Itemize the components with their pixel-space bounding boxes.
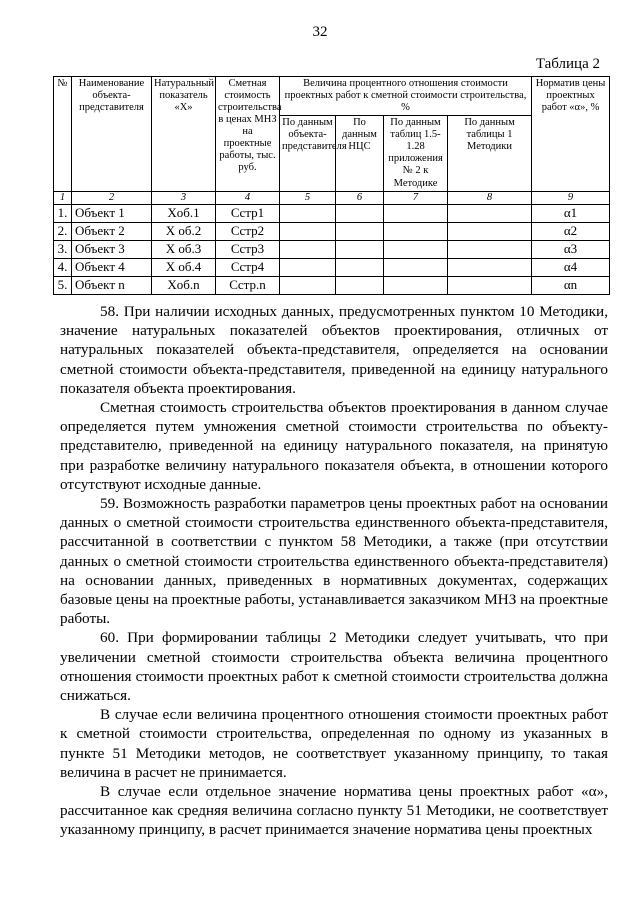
table-row xyxy=(54,276,610,294)
body-text xyxy=(60,302,608,840)
natural-indicator: Xоб.n xyxy=(152,276,216,294)
paragraph-58: 58. При наличии исходных данных, предусмотренных пунктом 10 Методики, значение натуральных показателей объектов проектирования, отличных от натуральных показателей объекта-представителя, определяется на основании сметной стоимости объекта-представителя, приведенной на единицу натурального показателя объекта проектирования. xyxy=(60,303,608,397)
column-number: 6 xyxy=(336,191,384,204)
column-number: 2 xyxy=(72,191,152,204)
empty-cell xyxy=(384,276,448,294)
object-name: Объект n xyxy=(72,276,152,294)
alpha-value: α4 xyxy=(532,258,610,276)
table-row xyxy=(54,258,610,276)
object-name: Объект 3 xyxy=(72,240,152,258)
natural-indicator: X об.3 xyxy=(152,240,216,258)
paragraph-58-cont: Сметная стоимость строительства объектов проектирования в данном случае определяется путем умножения сметной стоимости строительства по объекту-представителю, приведенной на единицу натурального показателя, на принятую при разработке величину натурального показателя объекта, в отношении которого отсутствуют исходные данные. xyxy=(60,399,608,493)
paragraph-59: 59. Возможность разработки параметров цены проектных работ на основании данных о сметной стоимости строительства единственного объекта-представителя, рассчитанной в соответствии с пунктом 58 Методики, а также (при отсутствии данных о сметной стоимости строительства единственного объекта-представителя) на основании данных, приведенных в нормативных документах, содержащих базовые цены на проектные работы, устанавливается заказчиком МНЗ на проектные работы. xyxy=(60,495,608,628)
column-number: 5 xyxy=(280,191,336,204)
table-row xyxy=(54,204,610,222)
column-number: 4 xyxy=(216,191,280,204)
natural-indicator: X об.2 xyxy=(152,222,216,240)
table-caption: Таблица 2 xyxy=(535,56,600,72)
empty-cell xyxy=(336,204,384,222)
empty-cell xyxy=(280,276,336,294)
natural-indicator: Xоб.1 xyxy=(152,204,216,222)
empty-cell xyxy=(448,258,532,276)
header-sub-ncs: По данным НЦС xyxy=(336,116,384,191)
row-number: 2. xyxy=(54,222,72,240)
estimated-cost: Cстр1 xyxy=(216,204,280,222)
empty-cell xyxy=(384,222,448,240)
header-name: Наименование объекта-представителя xyxy=(72,77,152,192)
natural-indicator: X об.4 xyxy=(152,258,216,276)
estimated-cost: Cстр2 xyxy=(216,222,280,240)
header-percent-group: Величина процентного отношения стоимости проектных работ к сметной стоимости строительства, % xyxy=(280,77,532,116)
table-row xyxy=(54,222,610,240)
alpha-value: αn xyxy=(532,276,610,294)
row-number: 4. xyxy=(54,258,72,276)
object-name: Объект 1 xyxy=(72,204,152,222)
header-sub-tables: По данным таблиц 1.5-1.28 приложения № 2 к Методике xyxy=(384,116,448,191)
column-number: 9 xyxy=(532,191,610,204)
empty-cell xyxy=(448,240,532,258)
header-norm: Норматив цены проектных работ «α», % xyxy=(532,77,610,192)
empty-cell xyxy=(384,258,448,276)
header-num: № xyxy=(54,77,72,192)
empty-cell xyxy=(280,258,336,276)
header-cost: Сметная стоимость строительства в ценах МНЗ на проектные работы, тыс. руб. xyxy=(216,77,280,192)
row-number: 5. xyxy=(54,276,72,294)
header-natural: Натуральный показатель «Х» xyxy=(152,77,216,192)
paragraph-60-cont: В случае если величина процентного отношения стоимости проектных работ к сметной стоимости строительства, определенная по одному из указанных в пункте 51 Методики методов, не соответствует указанному принципу, то такая величина в расчет не принимается. xyxy=(60,706,608,781)
object-name: Объект 4 xyxy=(72,258,152,276)
column-number: 3 xyxy=(152,191,216,204)
empty-cell xyxy=(336,240,384,258)
empty-cell xyxy=(448,222,532,240)
table-row xyxy=(54,240,610,258)
empty-cell xyxy=(336,258,384,276)
empty-cell xyxy=(280,222,336,240)
empty-cell xyxy=(336,276,384,294)
empty-cell xyxy=(280,240,336,258)
row-number: 1. xyxy=(54,204,72,222)
empty-cell xyxy=(384,240,448,258)
estimated-cost: Cстр3 xyxy=(216,240,280,258)
empty-cell xyxy=(448,276,532,294)
empty-cell xyxy=(448,204,532,222)
estimated-cost: Cстр.n xyxy=(216,276,280,294)
column-number: 1 xyxy=(54,191,72,204)
alpha-value: α1 xyxy=(532,204,610,222)
object-name: Объект 2 xyxy=(72,222,152,240)
empty-cell xyxy=(280,204,336,222)
alpha-value: α3 xyxy=(532,240,610,258)
column-number: 7 xyxy=(384,191,448,204)
column-number-row xyxy=(54,191,610,204)
page-number: 32 xyxy=(312,24,328,40)
row-number: 3. xyxy=(54,240,72,258)
header-sub-representative: По данным объекта-представителя xyxy=(280,116,336,191)
table-2 xyxy=(53,76,610,295)
estimated-cost: Cстр4 xyxy=(216,258,280,276)
paragraph-60-cont-2: В случае если отдельное значение норматива цены проектных работ «α», рассчитанное как средняя величина согласно пункту 51 Методики, не соответствует указанному принципу, в расчет принимается значение норматива цены проектных xyxy=(60,783,608,839)
column-number: 8 xyxy=(448,191,532,204)
empty-cell xyxy=(336,222,384,240)
header-sub-table1: По данным таблицы 1 Методики xyxy=(448,116,532,191)
paragraph-60: 60. При формировании таблицы 2 Методики следует учитывать, что при увеличении сметной стоимости строительства объекта величина процентного отношения стоимости проектных работ к сметной стоимости строительства должна снижаться. xyxy=(60,629,608,705)
empty-cell xyxy=(384,204,448,222)
alpha-value: α2 xyxy=(532,222,610,240)
